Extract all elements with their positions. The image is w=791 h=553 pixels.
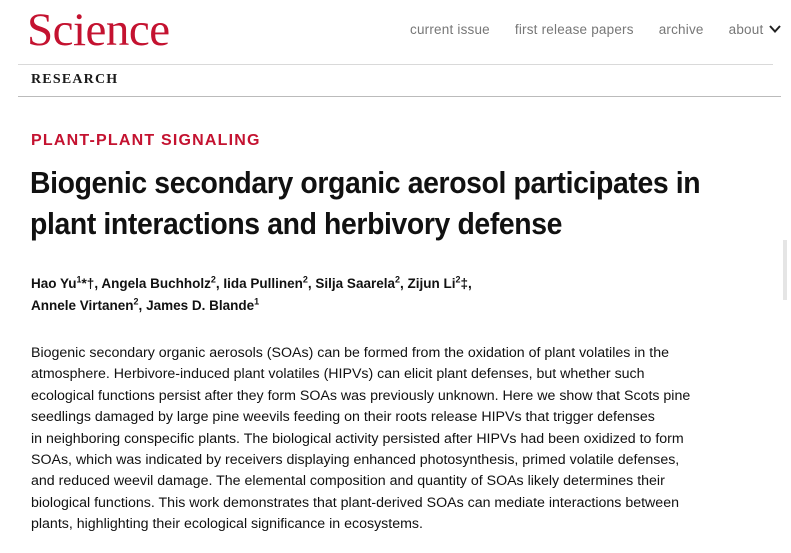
article-title: Biogenic secondary organic aerosol participates in plant interactions and herbivory defense (30, 166, 701, 241)
author-item[interactable] (408, 276, 469, 291)
author-list: Hao Yu$^1$*†, Angela Buchholz$^2$, Iida Pullinen$^2$, Silja Saarela$^2$, Zijun Li$^2$‡, Annele Virtanen$^2$, James D. Blande$^1$ (31, 274, 472, 313)
abstract-line: Biogenic secondary organic aerosols (SOAs) can be formed from the oxidation of plant volatiles in the (31, 345, 669, 361)
section-label: RESEARCH (31, 72, 119, 87)
author-marks: ‡ (460, 276, 469, 291)
author-item[interactable] (315, 276, 400, 291)
author-affiliation: 2 (133, 296, 139, 307)
site-header (0, 0, 791, 62)
science-logo[interactable]: Science (27, 4, 170, 56)
author-affiliation: 2 (302, 274, 308, 285)
author-name: Iida Pullinen (223, 276, 303, 291)
author-affiliation: 2 (210, 274, 216, 285)
author-name: Angela Buchholz (101, 276, 211, 291)
nav-about[interactable] (729, 22, 782, 37)
nav-first-release-papers[interactable]: first release papers (514, 21, 634, 37)
author-name: James D. Blande (146, 298, 255, 313)
author-name: Zijun Li (407, 276, 456, 291)
section-divider (18, 96, 781, 97)
author-item[interactable] (31, 276, 94, 291)
nav-about-label: about (728, 21, 764, 37)
author-item[interactable] (31, 298, 139, 313)
nav-archive[interactable]: archive (658, 21, 704, 37)
abstract-line: seedlings damaged by large pine weevils feeding on their roots release HIPVs that trigger defenses (31, 409, 655, 426)
author-affiliation: 1 (76, 274, 82, 285)
author-marks: *† (81, 276, 95, 291)
article-category: PLANT-PLANT SIGNALING (31, 132, 261, 149)
nav-current-issue[interactable]: current issue (410, 21, 490, 37)
author-affiliation: 2 (394, 274, 400, 285)
abstract-line: plants, highlighting their ecological significance in ecosystems. (31, 516, 423, 533)
chevron-down-icon (769, 24, 781, 34)
author-item[interactable] (223, 276, 308, 291)
author-item[interactable] (146, 298, 259, 313)
top-nav (410, 20, 781, 38)
abstract-line: SOAs, which was indicated by receivers displaying enhanced photosynthesis, primed volatile defenses, (31, 452, 680, 469)
abstract-line: biological functions. This work demonstrates that plant-derived SOAs can mediate interactions between (31, 494, 679, 511)
scrollbar[interactable] (783, 240, 787, 300)
author-name: Hao Yu (31, 276, 77, 291)
abstract-line: ecological functions persist after they form SOAs was previously unknown. Here we show that Scots pine (31, 387, 691, 404)
abstract-line: in neighboring conspecific plants. The biological activity persisted after HIPVs had been oxidized to form (31, 430, 684, 447)
abstract-line: and reduced weevil damage. The elemental composition and quantity of SOAs likely determines their (31, 473, 665, 490)
author-name: Annele Virtanen (31, 298, 134, 313)
author-affiliation: 2 (455, 274, 461, 285)
abstract (31, 343, 783, 536)
header-divider (18, 64, 773, 65)
author-item[interactable] (101, 276, 216, 291)
abstract-line: atmosphere. Herbivore-induced plant volatiles (HIPVs) can elicit plant defenses, but whether such (31, 366, 645, 383)
author-affiliation: 1 (254, 296, 260, 307)
author-name: Silja Saarela (315, 276, 395, 291)
